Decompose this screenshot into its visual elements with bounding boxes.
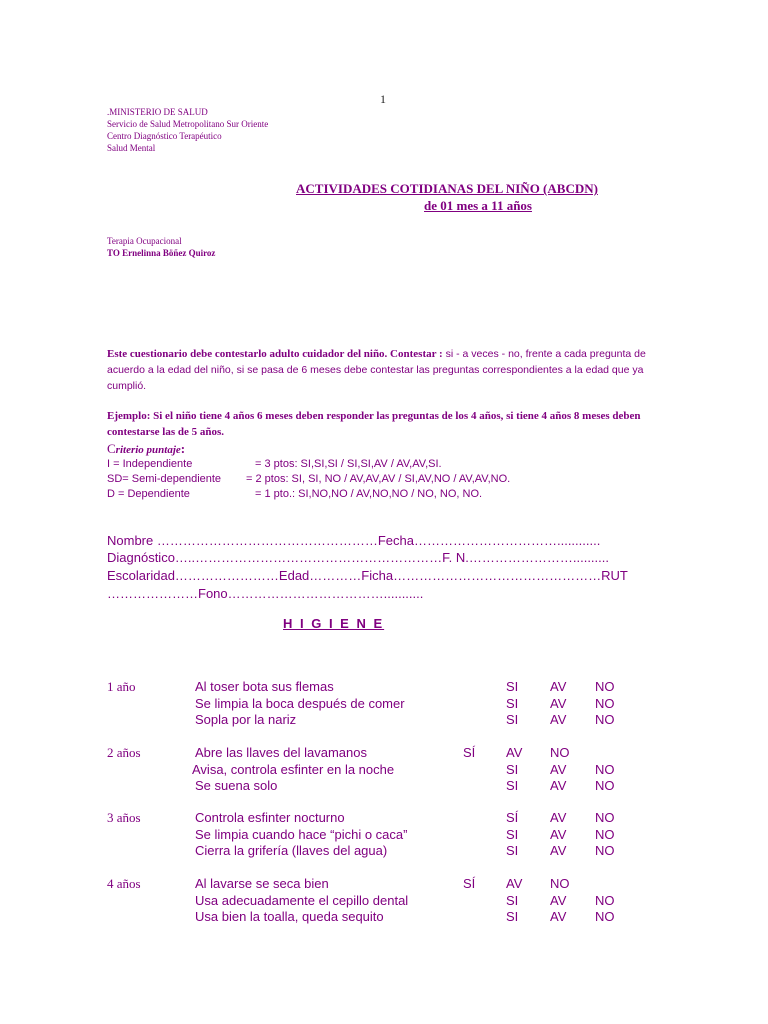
answer-si: SÍ xyxy=(463,876,476,891)
criteria-dependent-value: = 1 pto.: SI,NO,NO / AV,NO,NO / NO, NO, NO. xyxy=(255,488,483,500)
intro-paragraph xyxy=(107,346,667,394)
age-label: 2 años xyxy=(107,745,141,760)
answer-av: AV xyxy=(550,826,567,842)
answer-av: AV xyxy=(506,745,523,760)
age-label: 3 años xyxy=(107,810,141,825)
answer-av: AV xyxy=(550,810,567,825)
section-title-hygiene: H I G I E N E xyxy=(283,616,385,631)
activity-text: Avisa, controla esfinter en la noche xyxy=(192,761,395,777)
answer-si: SI xyxy=(506,679,519,694)
document-subtitle: de 01 mes a 11 años xyxy=(424,198,532,213)
form-line-name-date: Nombre ……………………………………………Fecha……………………………............ xyxy=(107,533,601,548)
answer-si: SI xyxy=(506,778,519,793)
answer-si: SI xyxy=(506,892,519,908)
activity-text: Usa bien la toalla, queda sequito xyxy=(195,909,384,924)
answer-si: SI xyxy=(506,695,519,711)
answer-no: NO xyxy=(595,778,615,793)
activity-text: Sopla por la nariz xyxy=(195,712,297,727)
criteria-title-c: C xyxy=(107,441,116,456)
header-center: Centro Diagnóstico Terapéutico xyxy=(107,131,222,141)
answer-no: NO xyxy=(595,761,615,777)
intro-bold: Este cuestionario debe contestarlo adulto cuidador del niño. Contestar : xyxy=(107,348,443,360)
answer-av: AV xyxy=(550,761,567,777)
answer-si: SI xyxy=(506,712,519,727)
answer-av: AV xyxy=(550,679,567,694)
document-title: ACTIVIDADES COTIDIANAS DEL NIÑO (ABCDN) xyxy=(296,181,598,196)
answer-si: SI xyxy=(506,826,519,842)
answer-av: AV xyxy=(550,892,567,908)
answer-av: AV xyxy=(550,712,567,727)
answer-av: AV xyxy=(506,876,523,891)
answer-si: SÍ xyxy=(506,810,519,825)
answer-av: AV xyxy=(550,778,567,793)
activity-text: Se limpia la boca después de comer xyxy=(195,695,405,711)
answer-no: NO xyxy=(550,876,570,891)
activity-text: Al toser bota sus flemas xyxy=(195,679,334,694)
header-service: Servicio de Salud Metropolitano Sur Oriente xyxy=(107,119,269,129)
criteria-title-colon: : xyxy=(180,441,186,456)
form-line-diagnosis: Diagnóstico…..…………………………………………………F. N.…………………….......... xyxy=(107,550,609,565)
activity-text: Controla esfinter nocturno xyxy=(195,810,345,825)
age-label: 1 año xyxy=(107,679,136,694)
criteria-independent-value: = 3 ptos: SI,SI,SI / SI,SI,AV / AV,AV,SI. xyxy=(255,458,442,470)
activity-text: Abre las llaves del lavamanos xyxy=(195,745,367,760)
answer-no: NO xyxy=(595,843,615,858)
form-line-phone: …………………Fono………………………………........... xyxy=(107,586,424,601)
header-ministry: .MINISTERIO DE SALUD xyxy=(107,107,208,117)
activity-text: Usa adecuadamente el cepillo dental xyxy=(195,892,409,908)
answer-av: AV xyxy=(550,909,567,924)
criteria-semidependent-label: SD= Semi-dependiente xyxy=(107,473,222,485)
criteria-semidependent-value: = 2 ptos: SI, SI, NO / AV,AV,AV / SI,AV,NO / AV,AV,NO. xyxy=(246,473,511,485)
author-department: Terapia Ocupacional xyxy=(107,236,182,246)
answer-no: NO xyxy=(595,810,615,825)
answer-si: SI xyxy=(506,761,519,777)
activity-text: Cierra la grifería (llaves del agua) xyxy=(195,843,388,858)
example-paragraph: Ejemplo: Si el niño tiene 4 años 6 meses deben responder las preguntas de los 4 años, si tiene 4 años 8 meses deben contestarse las de 5 años. xyxy=(107,410,641,438)
activity-text: Se limpia cuando hace “pichi o caca” xyxy=(195,826,408,842)
header-unit: Salud Mental xyxy=(107,143,156,153)
activity-text: Al lavarse se seca bien xyxy=(195,876,329,891)
answer-si: SÍ xyxy=(463,745,476,760)
author-name: TO Ernelinna Böñez Quiroz xyxy=(107,248,216,258)
answer-si: SI xyxy=(506,909,519,924)
criteria-title xyxy=(107,441,185,457)
criteria-dependent-label: D = Dependiente xyxy=(107,488,190,500)
answer-no: NO xyxy=(595,695,615,711)
answer-no: NO xyxy=(595,909,615,924)
activity-text: Se suena solo xyxy=(195,778,278,793)
criteria-title-rest: riterio puntaje xyxy=(115,444,181,456)
intro-rest: si - a veces - no, frente a cada pregunta de acuerdo a la edad del niño, si se pasa de 6 meses debe contestar las preguntas correspondientes a la edad que ya cumplió. xyxy=(107,348,646,392)
criteria-independent-label: I = Independiente xyxy=(107,458,193,470)
answer-si: SI xyxy=(506,843,519,858)
page-number: 1 xyxy=(380,92,386,106)
answer-no: NO xyxy=(595,826,615,842)
answer-no: NO xyxy=(595,679,615,694)
form-line-schooling: Escolaridad……………………Edad…………Ficha…………………………………………RUT xyxy=(107,568,628,583)
answer-no: NO xyxy=(595,712,615,727)
age-label: 4 años xyxy=(107,876,141,891)
answer-no: NO xyxy=(550,745,570,760)
answer-av: AV xyxy=(550,843,567,858)
answer-no: NO xyxy=(595,892,615,908)
answer-av: AV xyxy=(550,695,567,711)
